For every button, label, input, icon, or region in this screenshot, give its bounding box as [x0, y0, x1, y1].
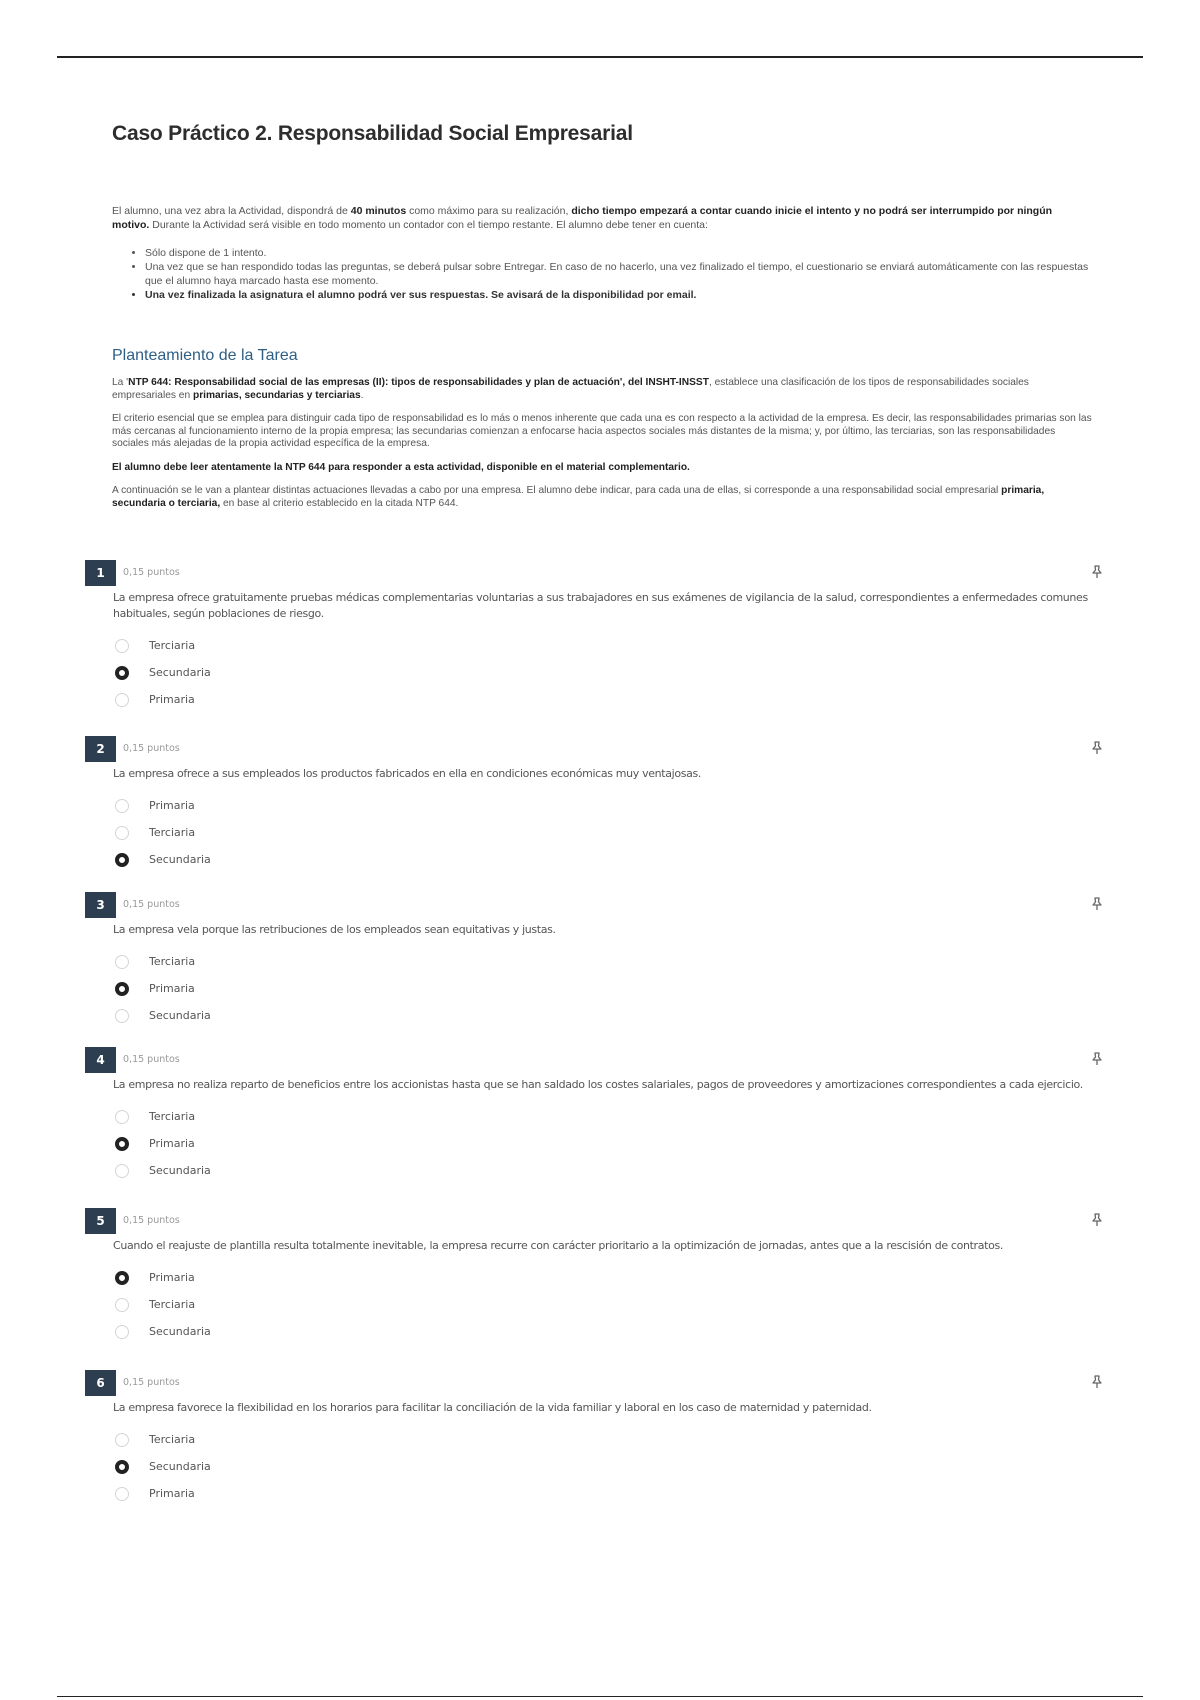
question-2	[85, 736, 1105, 873]
question-header	[85, 1047, 1105, 1073]
question-header	[85, 892, 1105, 918]
question-text: La empresa favorece la flexibilidad en los horarios para facilitar la conciliación de la vida familiar y laboral en los caso de maternidad y paternidad.	[113, 1401, 872, 1414]
intro-bullets	[112, 246, 1092, 302]
answer-options	[115, 792, 1105, 873]
radio-unchecked-icon[interactable]	[115, 799, 129, 813]
radio-unchecked-icon[interactable]	[115, 693, 129, 707]
radio-unchecked-icon[interactable]	[115, 826, 129, 840]
radio-checked-icon[interactable]	[115, 666, 129, 680]
answer-option[interactable]	[115, 948, 1105, 975]
radio-unchecked-icon[interactable]	[115, 639, 129, 653]
answer-option-label: Secundaria	[149, 1325, 211, 1338]
answer-option-label: Primaria	[149, 693, 195, 706]
question-points: 0,15 puntos	[123, 899, 180, 910]
question-6	[85, 1370, 1105, 1507]
answer-option[interactable]	[115, 659, 1105, 686]
question-header	[85, 1370, 1105, 1396]
question-number: 3	[85, 892, 116, 918]
answer-option[interactable]	[115, 975, 1105, 1002]
answer-option-label: Terciaria	[149, 1298, 196, 1311]
question-header	[85, 560, 1105, 586]
answer-options	[115, 632, 1105, 713]
answer-option-label: Primaria	[149, 1487, 195, 1500]
question-header	[85, 736, 1105, 762]
question-text: La empresa vela porque las retribuciones de los empleados sean equitativas y justas.	[113, 923, 556, 936]
answer-option-label: Secundaria	[149, 1009, 211, 1022]
question-points: 0,15 puntos	[123, 567, 180, 578]
answer-option-label: Terciaria	[149, 1110, 196, 1123]
question-header	[85, 1208, 1105, 1234]
answer-option-label: Terciaria	[149, 826, 196, 839]
answer-option[interactable]	[115, 1130, 1105, 1157]
question-3	[85, 892, 1105, 1029]
intro-bullet: • Una vez finalizada la asignatura el alumno podrá ver sus respuestas. Se avisará de la disponibilidad por email.	[145, 288, 1092, 302]
question-points: 0,15 puntos	[123, 1054, 180, 1065]
instructions-paragraph: El alumno debe leer atentamente la NTP 644 para responder a esta actividad, disponible en el material complementario.	[112, 461, 690, 473]
question-5	[85, 1208, 1105, 1345]
answer-option[interactable]	[115, 686, 1105, 713]
page-title: Caso Práctico 2. Responsabilidad Social Empresarial	[112, 122, 633, 145]
question-text: La empresa no realiza reparto de beneficios entre los accionistas hasta que se han saldado los costes salariales, pagos de proveedores y amortizaciones correspondientes a cada ejercicio.	[113, 1078, 1083, 1091]
question-text: La empresa ofrece gratuitamente pruebas médicas complementarias voluntarias a sus trabajadores en sus exámenes de vigilancia de la salud, correspondientes a enfermedades comunes habituales, según poblaciones de riesgo.	[113, 591, 1088, 620]
question-1	[85, 560, 1105, 713]
question-points: 0,15 puntos	[123, 743, 180, 754]
radio-unchecked-icon[interactable]	[115, 1433, 129, 1447]
answer-option[interactable]	[115, 1453, 1105, 1480]
question-text: La empresa ofrece a sus empleados los productos fabricados en ella en condiciones económicas muy ventajosas.	[113, 767, 702, 780]
instructions-paragraph: El criterio esencial que se emplea para distinguir cada tipo de responsabilidad es lo más o menos inherente que cada una es con respecto a la actividad de la empresa. Es decir, las responsabilidades primarias son las más cercanas al funcionamiento interno de la propia empresa; las secundarias comienzan a enfocarse hacia aspectos sociales más distantes de la misma; y, por último, las terciarias, son las responsabilidades sociales más alejadas de la propia actividad específica de la empresa.	[112, 413, 1092, 449]
radio-checked-icon[interactable]	[115, 982, 129, 996]
intro-text	[112, 204, 1092, 302]
pin-icon[interactable]	[1089, 896, 1105, 912]
question-number: 6	[85, 1370, 116, 1396]
intro-paragraph: El alumno, una vez abra la Actividad, dispondrá de 40 minutos como máximo para su realización, dicho tiempo empezará a contar cuando inicie el intento y no podrá ser interrumpido por ningún motivo. Durante la Actividad será visible en todo momento un contador con el tiempo restante. El alumno debe tener en cuenta:	[112, 205, 1053, 231]
pin-icon[interactable]	[1089, 740, 1105, 756]
answer-options	[115, 1103, 1105, 1184]
pin-icon[interactable]	[1089, 1212, 1105, 1228]
top-rule	[57, 56, 1143, 58]
answer-option[interactable]	[115, 846, 1105, 873]
answer-option[interactable]	[115, 1103, 1105, 1130]
intro-bullet: • Una vez que se han respondido todas las preguntas, se deberá pulsar sobre Entregar. En caso de no hacerlo, una vez finalizado el tiempo, el cuestionario se enviará automáticamente con las respuestas que el alumno haya marcado hasta ese momento.	[145, 260, 1092, 288]
answer-option-label: Primaria	[149, 799, 195, 812]
bottom-rule	[57, 1696, 1143, 1697]
answer-options	[115, 948, 1105, 1029]
answer-option-label: Secundaria	[149, 1460, 211, 1473]
question-4	[85, 1047, 1105, 1184]
radio-checked-icon[interactable]	[115, 1460, 129, 1474]
radio-checked-icon[interactable]	[115, 853, 129, 867]
intro-bullet: • Sólo dispone de 1 intento.	[145, 246, 1092, 260]
pin-icon[interactable]	[1089, 1051, 1105, 1067]
instructions-paragraph: A continuación se le van a plantear distintas actuaciones llevadas a cabo por una empresa. El alumno debe indicar, para cada una de ellas, si corresponde a una responsabilidad social empresarial primaria, secundaria o terciaria, en base al criterio establecido en la citada NTP 644.	[112, 485, 1045, 509]
answer-option[interactable]	[115, 1264, 1105, 1291]
answer-option[interactable]	[115, 1318, 1105, 1345]
pin-icon[interactable]	[1089, 564, 1105, 580]
instructions-paragraph: La 'NTP 644: Responsabilidad social de las empresas (II): tipos de responsabilidades y plan de actuación', del INSHT-INSST, establece una clasificación de los tipos de responsabilidades sociales empresariales en primarias, secundarias y terciarias.	[112, 377, 1029, 401]
radio-unchecked-icon[interactable]	[115, 1325, 129, 1339]
answer-option[interactable]	[115, 1426, 1105, 1453]
answer-option-label: Secundaria	[149, 1164, 211, 1177]
pin-icon[interactable]	[1089, 1374, 1105, 1390]
answer-option-label: Terciaria	[149, 639, 196, 652]
radio-checked-icon[interactable]	[115, 1271, 129, 1285]
answer-option[interactable]	[115, 632, 1105, 659]
question-points: 0,15 puntos	[123, 1215, 180, 1226]
answer-option-label: Secundaria	[149, 666, 211, 679]
radio-unchecked-icon[interactable]	[115, 1110, 129, 1124]
radio-unchecked-icon[interactable]	[115, 1164, 129, 1178]
answer-option[interactable]	[115, 1480, 1105, 1507]
answer-option[interactable]	[115, 792, 1105, 819]
radio-unchecked-icon[interactable]	[115, 1487, 129, 1501]
question-number: 4	[85, 1047, 116, 1073]
answer-options	[115, 1426, 1105, 1507]
question-points: 0,15 puntos	[123, 1377, 180, 1388]
answer-option[interactable]	[115, 1002, 1105, 1029]
answer-option[interactable]	[115, 819, 1105, 846]
section-title: Planteamiento de la Tarea	[112, 347, 298, 364]
radio-unchecked-icon[interactable]	[115, 1009, 129, 1023]
answer-option-label: Secundaria	[149, 853, 211, 866]
answer-option-label: Primaria	[149, 1271, 195, 1284]
radio-unchecked-icon[interactable]	[115, 955, 129, 969]
answer-option-label: Terciaria	[149, 1433, 196, 1446]
question-number: 5	[85, 1208, 116, 1234]
answer-option-label: Primaria	[149, 982, 195, 995]
answer-option[interactable]	[115, 1157, 1105, 1184]
radio-unchecked-icon[interactable]	[115, 1298, 129, 1312]
answer-option-label: Terciaria	[149, 955, 196, 968]
question-text: Cuando el reajuste de plantilla resulta totalmente inevitable, la empresa recurre con carácter prioritario a la optimización de jornadas, antes que a la rescisión de contratos.	[113, 1239, 1003, 1252]
answer-options	[115, 1264, 1105, 1345]
question-number: 2	[85, 736, 116, 762]
radio-checked-icon[interactable]	[115, 1137, 129, 1151]
answer-option[interactable]	[115, 1291, 1105, 1318]
task-instructions	[112, 377, 1092, 521]
question-number: 1	[85, 560, 116, 586]
answer-option-label: Primaria	[149, 1137, 195, 1150]
